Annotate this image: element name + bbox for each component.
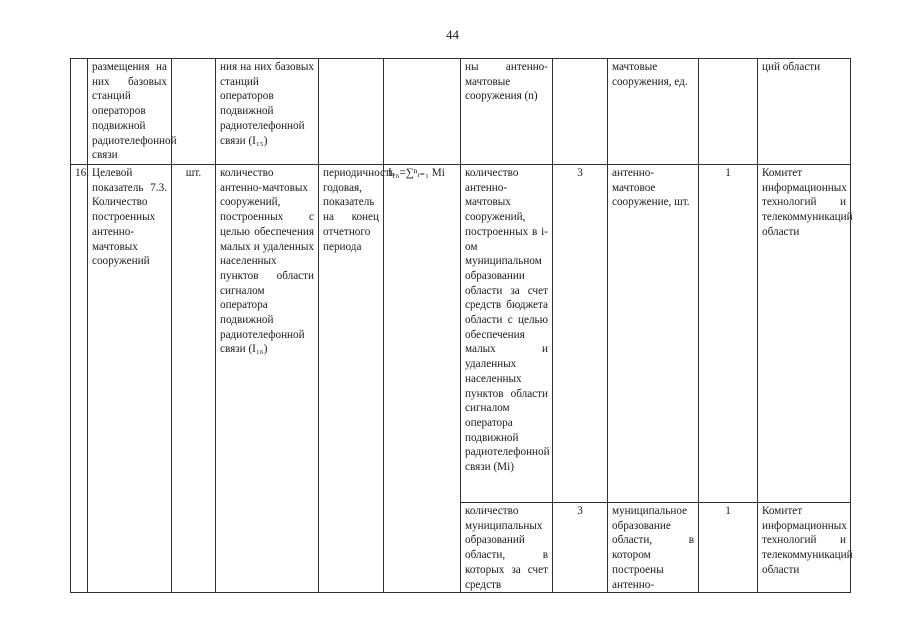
- cell-method-code: [699, 59, 758, 165]
- cell-formula: [384, 59, 461, 165]
- cell-indicator-name: размещения на них базовых станций операторов подвижной радиотелефонной связи: [88, 59, 172, 165]
- cell-unit: [172, 59, 216, 165]
- cell-definition: ния на них базовых станций операторов подвижной радиотелефонной связи (I₁₅): [216, 59, 319, 165]
- cell-source-code: 3: [553, 165, 608, 503]
- cell-period: [319, 59, 384, 165]
- indicator-table: [70, 58, 851, 593]
- cell-formula: I₁₆=∑ⁿᵢ₌₁ Mi: [384, 165, 461, 593]
- cell-period: периодичность годовая, показатель на конец отчетного периода: [319, 165, 384, 593]
- cell-basic-indicator: количество муниципальных образований области, в которых за счет средств: [461, 503, 553, 593]
- cell-basic-indicator: ны антенно-мачтовые сооружения (n): [461, 59, 553, 165]
- cell-responsible: Комитет информационных технологий и телекоммуникаций области: [758, 503, 851, 593]
- cell-number: 16.: [71, 165, 88, 593]
- page-number: 44: [446, 27, 459, 42]
- table-row-continued: [71, 59, 851, 165]
- cell-source-code: 3: [553, 503, 608, 593]
- cell-object: муниципальное образование области, в котором построены антенно-: [608, 503, 699, 593]
- cell-method-code: 1: [699, 165, 758, 503]
- cell-object: мачтовые сооружения, ед.: [608, 59, 699, 165]
- cell-number: [71, 59, 88, 165]
- cell-indicator-name: Целевой показатель 7.3. Количество построенных антенно-мачтовых сооружений: [88, 165, 172, 593]
- cell-definition: количество антенно-мачтовых сооружений, построенных с целью обеспечения малых и удаленных населенных пунктов области сигналом оператора подвижной радиотелефонной связи (I₁₆): [216, 165, 319, 593]
- cell-responsible: ций области: [758, 59, 851, 165]
- cell-basic-indicator: количество антенно-мачтовых сооружений, построенных в i-ом муниципальном образовании области за счет средств бюджета области с целью обеспечения малых и удаленных населенных пунктов области сигналом оператора подвижной радиотелефонной связи (Mi): [461, 165, 553, 503]
- cell-source-code: [553, 59, 608, 165]
- cell-responsible: Комитет информационных технологий и телекоммуникаций области: [758, 165, 851, 503]
- cell-method-code: 1: [699, 503, 758, 593]
- table-row-16: [71, 165, 851, 503]
- cell-object: антенно-мачтовое сооружение, шт.: [608, 165, 699, 503]
- cell-unit: шт.: [172, 165, 216, 593]
